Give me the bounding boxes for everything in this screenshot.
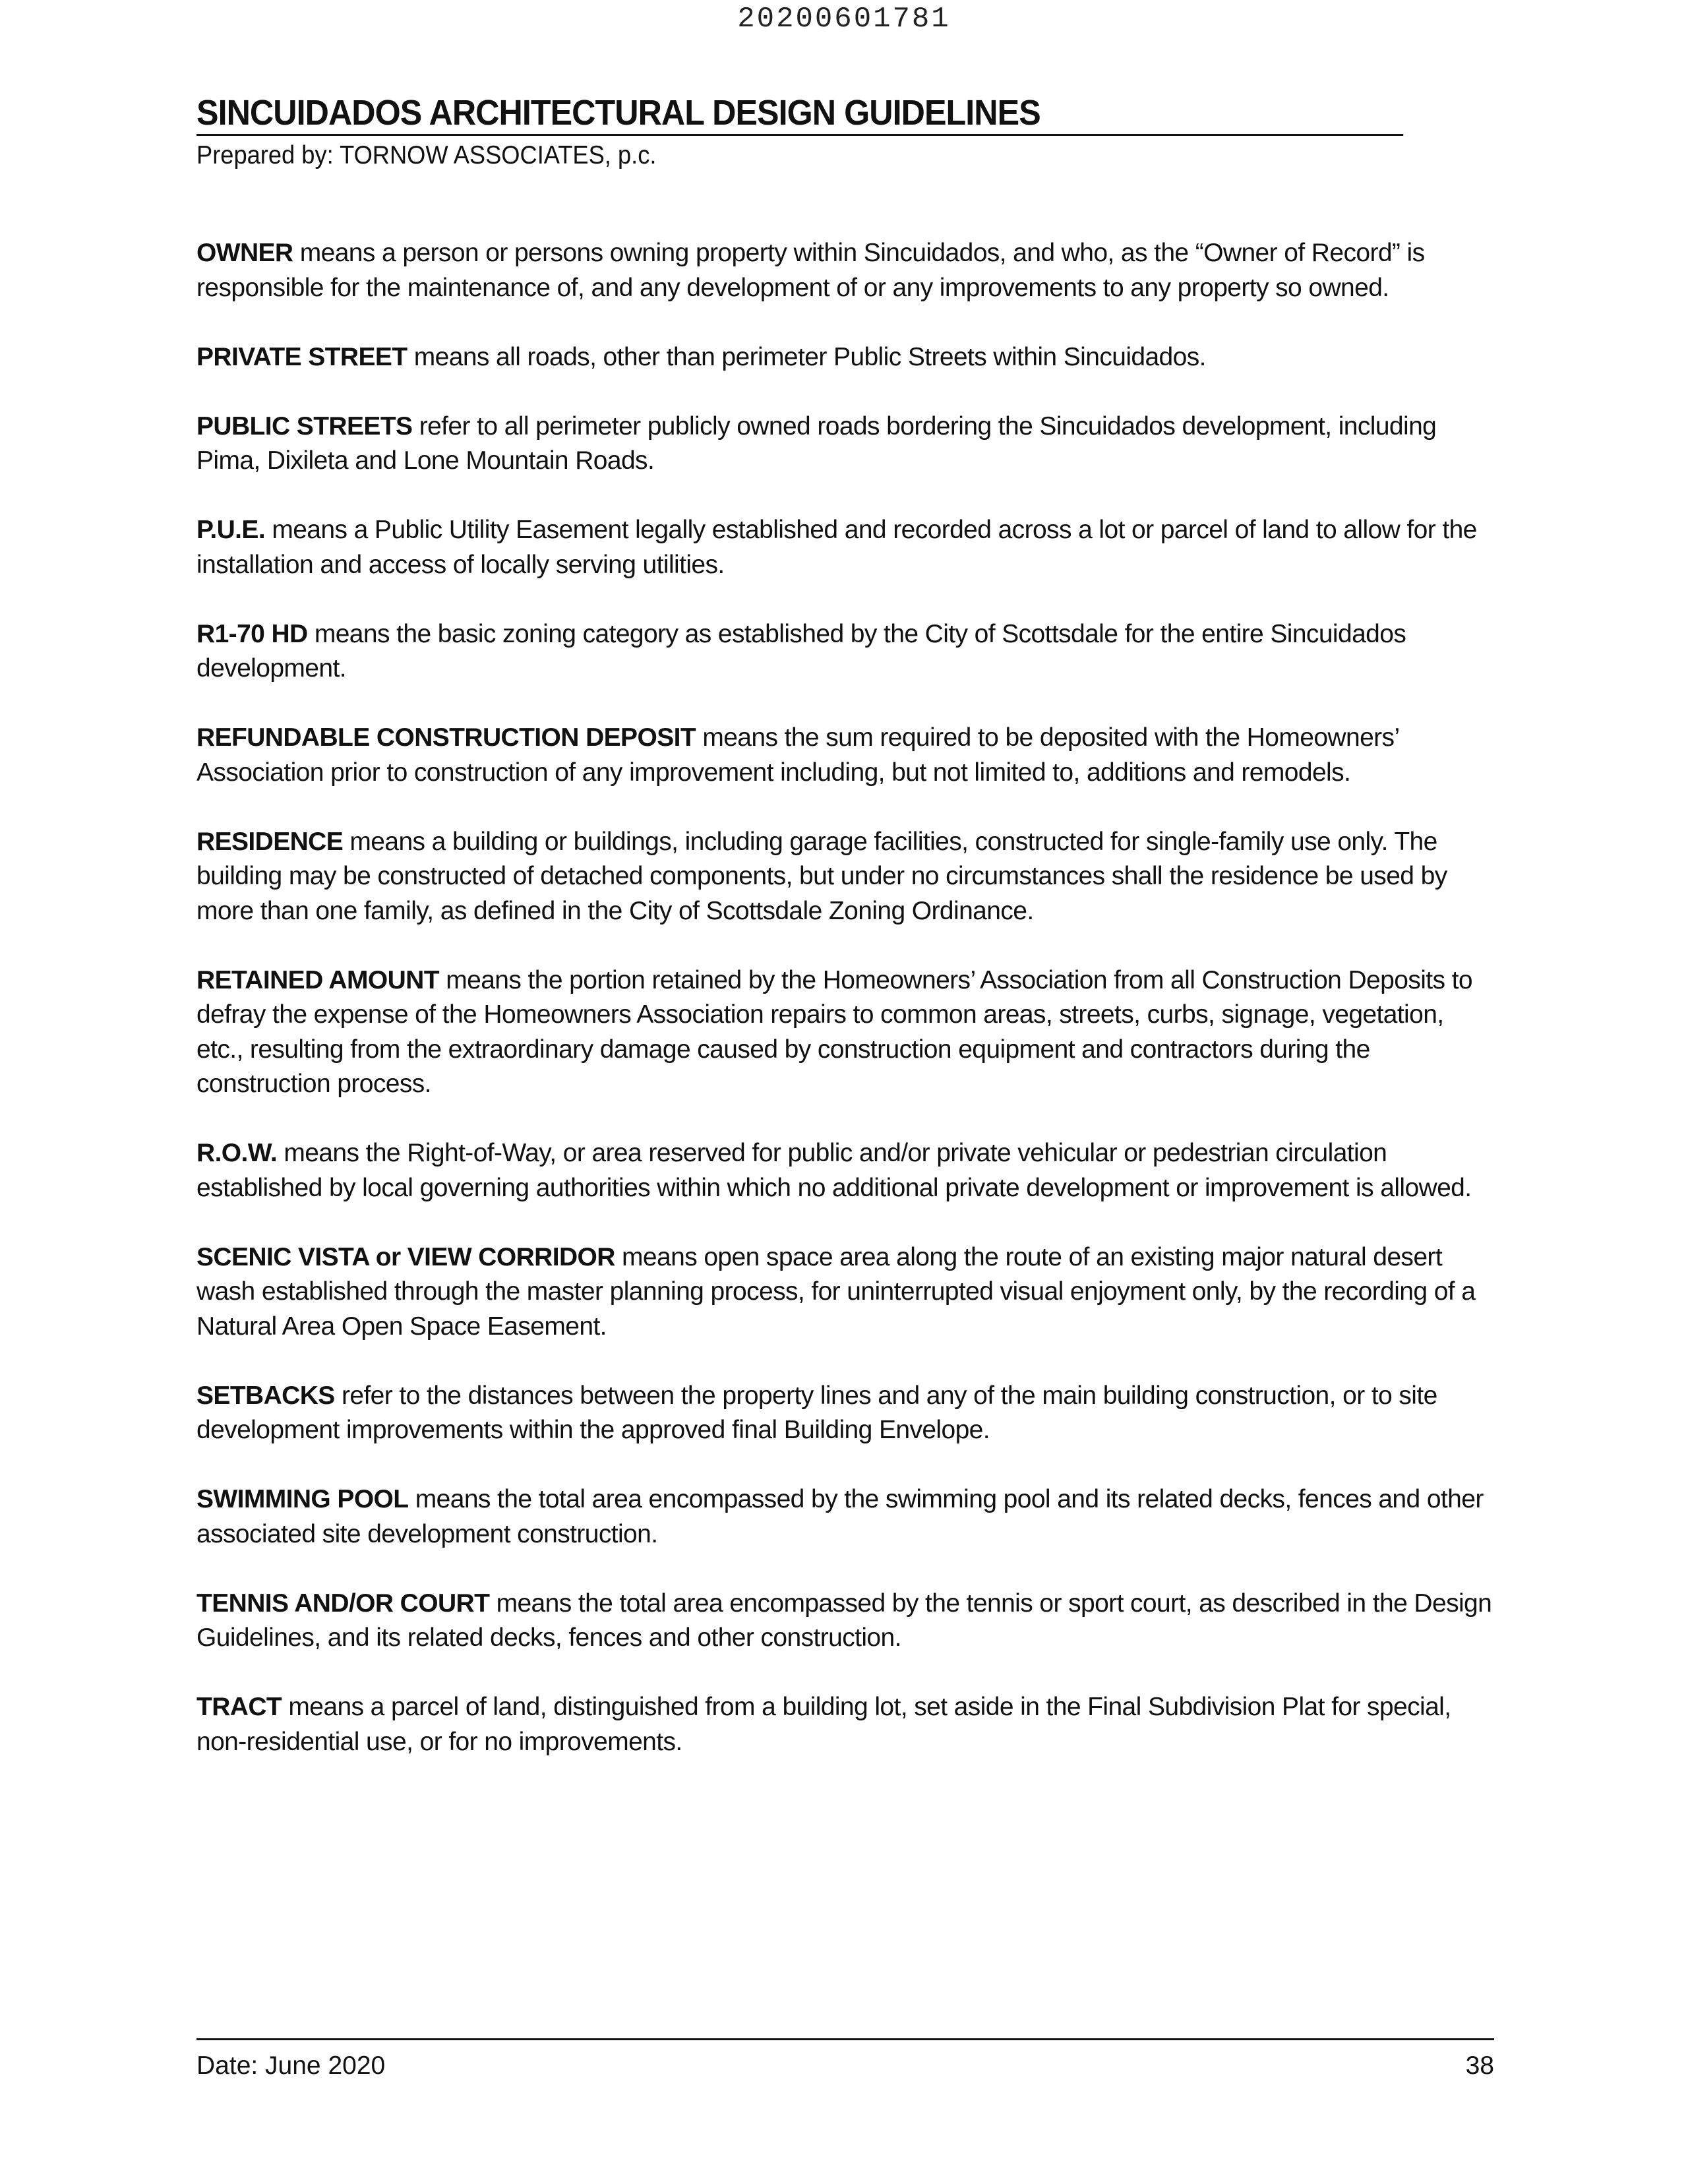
definition-term: SETBACKS — [196, 1381, 335, 1410]
definition-setbacks — [196, 1379, 1494, 1448]
document-number: 20200601781 — [737, 3, 951, 36]
definition-text: means open space area along the route of an existing major natural desert wash established through the master planning process, for uninterrupted visual enjoyment only, by the recording of a Natural Area Open Space Easement. — [196, 1242, 1476, 1341]
definition-term: TENNIS AND/OR COURT — [196, 1589, 490, 1618]
prepared-by: Prepared by: TORNOW ASSOCIATES, p.c. — [196, 141, 657, 170]
definition-text: means the portion retained by the Homeowners’ Association from all Construction Deposits to defray the expense of the Homeowners Association repairs to common areas, streets, curbs, signage, vegetation, etc., resulting from the extraordinary damage caused by construction equipment and contractors during the construction process. — [196, 965, 1472, 1098]
definition-text: means a Public Utility Easement legally established and recorded across a lot or parcel of land to allow for the installation and access of locally serving utilities. — [196, 516, 1477, 579]
definition-term: TRACT — [196, 1693, 282, 1721]
definition-text: means all roads, other than perimeter Public Streets within Sincuidados. — [407, 342, 1206, 371]
definition-residence — [196, 825, 1494, 929]
definition-retained-amount — [196, 963, 1494, 1102]
page-title: SINCUIDADOS ARCHITECTURAL DESIGN GUIDELINES — [196, 94, 1403, 136]
definition-text: refer to the distances between the property lines and any of the main building construction, or to site development improvements within the approved final Building Envelope. — [196, 1381, 1437, 1444]
definition-term: SCENIC VISTA or VIEW CORRIDOR — [196, 1242, 615, 1271]
definition-tennis-court — [196, 1587, 1494, 1656]
definition-term: R1-70 HD — [196, 619, 308, 648]
definition-text: means a building or buildings, including garage facilities, constructed for single-family use only. The building may be constructed of detached components, but under no circumstances shall the residence be used by more than one family, as defined in the City of Scottsdale Zoning Ordinance. — [196, 827, 1447, 925]
definition-term: P.U.E. — [196, 516, 266, 544]
definition-text: means a person or persons owning property within Sincuidados, and who, as the “Owner of Record” is responsible for the maintenance of, and any development of or any improvements to any property so owned. — [196, 239, 1425, 302]
page-header — [196, 94, 1494, 172]
definition-refundable-construction-deposit — [196, 721, 1494, 790]
definition-text: means a parcel of land, distinguished from a building lot, set aside in the Final Subdivision Plat for special, non-residential use, or for no improvements. — [196, 1693, 1451, 1756]
definition-text: means the Right-of-Way, or area reserved for public and/or private vehicular or pedestrian circulation established by local governing authorities within which no additional private development or improvement is allowed. — [196, 1139, 1472, 1202]
page-footer — [196, 2038, 1494, 2082]
definition-term: RESIDENCE — [196, 827, 344, 856]
definition-text: means the sum required to be deposited with the Homeowners’ Association prior to construction of any improvement including, but not limited to, additions and remodels. — [196, 723, 1399, 787]
page-number: 38 — [1465, 2051, 1494, 2080]
definition-private-street — [196, 340, 1494, 375]
footer-date: Date: June 2020 — [196, 2051, 386, 2080]
definition-text: refer to all perimeter publicly owned roads bordering the Sincuidados development, including Pima, Dixileta and Lone Mountain Roads. — [196, 411, 1437, 475]
definition-term: OWNER — [196, 239, 293, 267]
definition-term: RETAINED AMOUNT — [196, 965, 439, 994]
definition-term: PUBLIC STREETS — [196, 411, 413, 440]
definition-tract — [196, 1690, 1494, 1759]
definition-term: R.O.W. — [196, 1139, 278, 1167]
definition-row — [196, 1136, 1494, 1205]
definition-swimming-pool — [196, 1482, 1494, 1552]
definition-r1-70-hd — [196, 617, 1494, 686]
definition-public-streets — [196, 410, 1494, 479]
definition-owner — [196, 236, 1494, 305]
definition-term: REFUNDABLE CONSTRUCTION DEPOSIT — [196, 723, 696, 752]
definitions-list — [196, 236, 1494, 1794]
definition-term: PRIVATE STREET — [196, 342, 407, 371]
definition-scenic-vista — [196, 1240, 1494, 1345]
definition-pue — [196, 513, 1494, 582]
definition-text: means the total area encompassed by the tennis or sport court, as described in the Design Guidelines, and its related decks, fences and other construction. — [196, 1589, 1492, 1652]
definition-term: SWIMMING POOL — [196, 1485, 409, 1513]
definition-text: means the basic zoning category as established by the City of Scottsdale for the entire Sincuidados development. — [196, 619, 1406, 682]
definition-text: means the total area encompassed by the swimming pool and its related decks, fences and other associated site development construction. — [196, 1485, 1484, 1548]
